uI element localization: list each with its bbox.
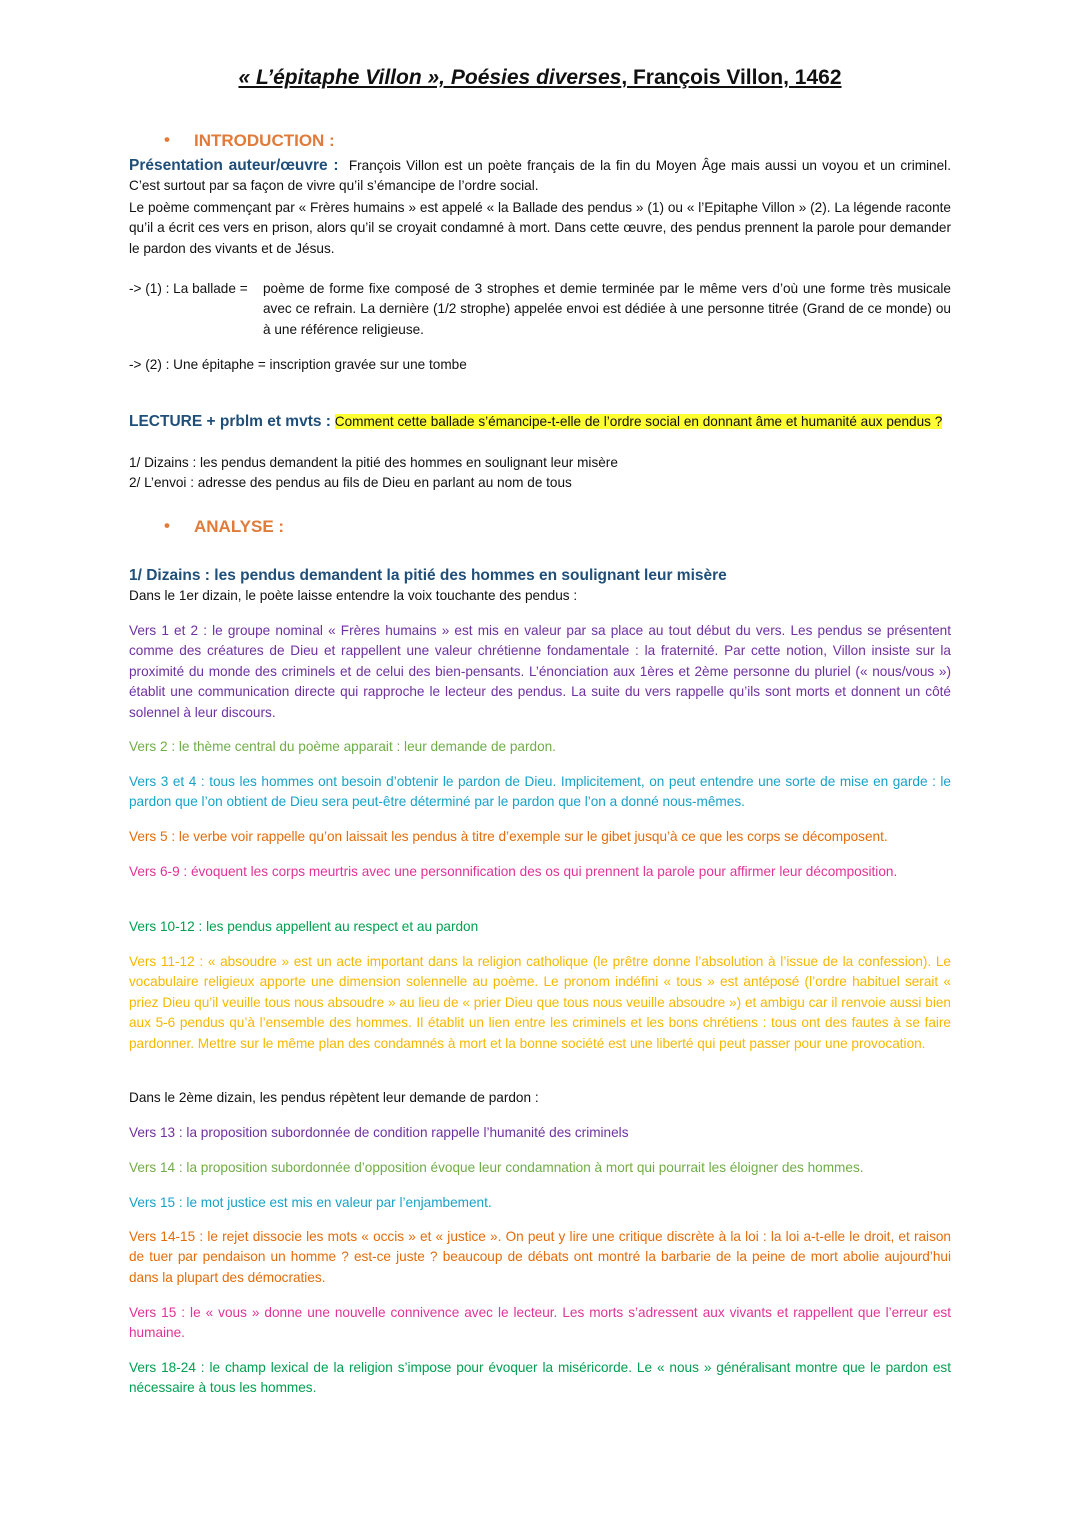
mouvement-2: 2/ L’envoi : adresse des pendus au fils de Dieu en parlant au nom de tous bbox=[129, 475, 572, 490]
intro-paragraph: Le poème commençant par « Frères humains » est appelé « la Ballade des pendus » (1) ou « l’Epitaphe Villon » (2). La légende raconte qu’il a écrit ces vers en prison, alors qu’il se croyait condamné à mort. Dans cette œuvre, des pendus prennent la parole pour demander le pardon des vivants et de Jésus. bbox=[129, 200, 951, 256]
presentation-paragraph bbox=[129, 156, 951, 197]
bullet-icon: • bbox=[164, 130, 170, 149]
note-ballade bbox=[129, 279, 951, 341]
lecture-paragraph bbox=[129, 411, 951, 432]
analysis-vers-6-9: Vers 6-9 : évoquent les corps meurtris avec une personnification des os qui prennent la parole pour affirmer leur décomposition. bbox=[129, 864, 898, 879]
analysis-vers-13: Vers 13 : la proposition subordonnée de condition rappelle l’humanité des criminels bbox=[129, 1125, 629, 1140]
analysis-vers-15-vous: Vers 15 : le « vous » donne une nouvelle connivence avec le lecteur. Les morts s’adressent aux vivants et rappellent que l’erreur est humaine. bbox=[129, 1305, 951, 1341]
part1-title: 1/ Dizains : les pendus demandent la pitié des hommes en soulignant leur misère bbox=[129, 567, 727, 584]
note-ballade-text: poème de forme fixe composé de 3 strophes et demie terminée par le même vers d’où une forme très musicale avec ce refrain. La dernière (1/2 strophe) appelée envoi est dédiée à une personne titrée (Grand de ce monde) ou à une référence religieuse. bbox=[263, 281, 951, 337]
analysis-vers-2: Vers 2 : le thème central du poème apparait : leur demande de pardon. bbox=[129, 739, 556, 754]
analysis-vers-15: Vers 15 : le mot justice est mis en valeur par l’enjambement. bbox=[129, 1195, 492, 1210]
title-italic: « L’épitaphe Villon », Poésies diverses bbox=[238, 66, 622, 89]
analysis-vers-3-4: Vers 3 et 4 : tous les hommes ont besoin d’obtenir le pardon de Dieu. Implicitement, on peut entendre une sorte de mise en garde : le pardon que l’on obtient de Dieu sera peut-être déterminé par le pardon que l’on a donné nous-mêmes. bbox=[129, 774, 951, 810]
note-ballade-label: -> (1) : La ballade = bbox=[129, 281, 248, 296]
analysis-vers-1-2: Vers 1 et 2 : le groupe nominal « Frères humains » est mis en valeur par sa place au tout début du vers. Les pendus se présentent comme des créatures de Dieu et rappellent une valeur chrétienne fondamentale : la fraternité. Par cette notion, Villon insiste sur la proximité du monde des criminels et de celui des bien-pensants. L’énonciation aux 1ères et 2ème personne du pluriel (« nous/vous ») établit une communication directe qui rapproche le lecteur des pendus. La suite du vers rappelle qu’ils sont morts et donnent un côté solennel à leur discours. bbox=[129, 623, 951, 720]
analysis-vers-18-24: Vers 18-24 : le champ lexical de la religion s’impose pour évoquer la miséricorde. Le « nous » généralisant montre que le pardon est nécessaire à tous les hommes. bbox=[129, 1360, 951, 1396]
bullet-icon: • bbox=[164, 516, 170, 535]
analysis-vers-5: Vers 5 : le verbe voir rappelle qu’on laissait les pendus à titre d’exemple sur le gibet jusqu’à ce que les corps se décomposent. bbox=[129, 829, 888, 844]
note-epitaphe: -> (2) : Une épitaphe = inscription gravée sur une tombe bbox=[129, 357, 467, 372]
title-rest: , François Villon, 1462 bbox=[621, 66, 842, 89]
presentation-label: Présentation auteur/œuvre : bbox=[129, 157, 339, 174]
part1-intro: Dans le 1er dizain, le poète laisse entendre la voix touchante des pendus : bbox=[129, 588, 578, 603]
analysis-vers-10-12: Vers 10-12 : les pendus appellent au respect et au pardon bbox=[129, 919, 479, 934]
lecture-label: LECTURE + prblm et mvts : bbox=[129, 413, 331, 430]
problematique-highlight: Comment cette ballade s’émancipe-t-elle de l’ordre social en donnant âme et humanité aux pendus ? bbox=[334, 414, 943, 429]
page-title bbox=[0, 66, 1080, 90]
document-page: « L’épitaphe Villon », Poésies diverses, François Villon, 1462 • INTRODUCTION : Présentation auteur/œuvre : François Villon est un poète français de la fin du Moyen Âge mais aussi un voyou et un criminel. C’est surtout par sa façon de vivre qu’il s’émancipe de l’ordre social. Le poème commençant par « Frères humains » est appelé « la Ballade des pendus » (1) ou « l’Epitaphe Villon » (2). La légende raconte qu’il a écrit ces vers en prison, alors qu’il se croyait condamné à mort. Dans cette œuvre, des pendus prennent la parole pour demander le pardon des vivants et de Jésus. -> (1) : La ballade = poème de forme fixe composé de 3 strophes et demie terminée par le même vers d’où une forme très musicale avec ce refrain. La dernière (1/2 strophe) appelée envoi est dédiée à une personne titrée (Grand de ce monde) ou à une référence religieuse. -> (2) : Une épitaphe = inscription gravée sur une tombe LECTURE + prblm et mvts : Comment cette ballade s’émancipe-t-elle de l’ordre social en donnant âme et humanité aux pendus ? 1/ Dizains : les pendus demandent la pitié des hommes en soulignant leur misère 2/ L’envoi : adresse des pendus au fils de Dieu en parlant au nom de tous • ANALYSE : 1/ Dizains : les pendus demandent la pitié des hommes en soulignant leur misère Dans le 1er dizain, le poète laisse entendre la voix touchante des pendus : Vers 1 et 2 : le groupe nominal « Frères humains » est mis en valeur par sa place au tout début du vers. Les pendus se présentent comme des créatures de Dieu et rappellent une valeur chrétienne fondamentale : la fraternité. Par cette notion, Villon insiste sur la proximité du monde des criminels et de celui des bien-pensants. L’énonciation aux 1ères et 2ème personne du pluriel (« nous/vous ») établit une communication directe qui rapproche le lecteur des pendus. La suite du vers rappelle qu’ils sont morts et donnent un côté solennel à leur discours. Vers 2 : le thème central du poème apparait : leur demande de pardon. Vers 3 et 4 : tous les hommes ont besoin d’obtenir le pardon de Dieu. Implicitement, on peut entendre une sorte de mise en garde : le pardon que l’on obtient de Dieu sera peut-être déterminé par le pardon que l’on a donné nous-mêmes. Vers 5 : le verbe voir rappelle qu’on laissait les pendus à titre d’exemple sur le gibet jusqu’à ce que les corps se décomposent. Vers 6-9 : évoquent les corps meurtris avec une personnification des os qui prennent la parole pour affirmer leur décomposition. Vers 10-12 : les pendus appellent au respect et au pardon Vers 11-12 : « absoudre » est un acte important dans la religion catholique (le prêtre donne l’absolution à l’issue de la confession). Le vocabulaire religieux apporte une dimension solennelle au poème. Le pronom indéfini « tous » est antéposé (l’ordre habituel serait « priez Dieu qu’il veuille tous nous absoudre » au lieu de « prier Dieu que tous nous veuille absoudre ») et ambigu car il renvoie aussi bien aux 5-6 pendus qu’à l’ensemble des hommes. Il établit un lien entre les criminels et les bons chrétiens : tous ont des fautes à se faire pardonner. Mettre sur le même plan des condamnés à mort et la bonne société est une liberté qui peut passer pour une provocation. Dans le 2ème dizain, les pendus répètent leur demande de pardon : Vers 13 : la proposition subordonnée de condition rappelle l’humanité des criminels Vers 14 : la proposition subordonnée d’opposition évoque leur condamnation à mort qui pourrait les éloigner des hommes. Vers 15 : le mot justice est mis en valeur par l’enjambement. Vers 14-15 : le rejet dissocie les mots « occis » et « justice ». On peut y lire une critique discrète à la loi : la loi a-t-elle le droit, et raison de tuer par pendaison un homme ? est-ce juste ? beaucoup de débats ont montré la barbarie de la peine de mort abolie aujourd’hui dans la plupart des démocraties. Vers 15 : le « vous » donne une nouvelle connivence avec le lecteur. Les morts s’adressent aux vivants et rappellent que l’erreur est humaine. Vers 18-24 : le champ lexical de la religion s’impose pour évoquer la miséricorde. Le « nous » généralisant montre que le pardon est nécessaire à tous les hommes. bbox=[0, 0, 1080, 1528]
dizain2-intro: Dans le 2ème dizain, les pendus répètent leur demande de pardon : bbox=[129, 1090, 539, 1105]
presentation-text: François Villon est un poète français de la fin du Moyen Âge mais aussi un voyou et un criminel. C’est surtout par sa façon de vivre qu’il s’émancipe de l’ordre social. bbox=[129, 158, 951, 194]
analysis-vers-14-15: Vers 14-15 : le rejet dissocie les mots « occis » et « justice ». On peut y lire une critique discrète à la loi : la loi a-t-elle le droit, et raison de tuer par pendaison un homme ? est-ce juste ? beaucoup de débats ont montré la barbarie de la peine de mort abolie aujourd’hui dans la plupart des démocraties. bbox=[129, 1229, 951, 1285]
analysis-vers-11-12: Vers 11-12 : « absoudre » est un acte important dans la religion catholique (le prêtre donne l’absolution à l’issue de la confession). Le vocabulaire religieux apporte une dimension solennelle au poème. Le pronom indéfini « tous » est antéposé (l’ordre habituel serait « priez Dieu qu’il veuille tous nous absoudre » au lieu de « prier Dieu que tous nous veuille absoudre ») et ambigu car il renvoie aussi bien aux 5-6 pendus qu’à l’ensemble des hommes. Il établit un lien entre les criminels et les bons chrétiens : tous ont des fautes à se faire pardonner. Mettre sur le même plan des condamnés à mort et la bonne société est une liberté qui peut passer pour une provocation. bbox=[129, 954, 951, 1051]
analysis-vers-14: Vers 14 : la proposition subordonnée d’opposition évoque leur condamnation à mort qui pourrait les éloigner des hommes. bbox=[129, 1160, 864, 1175]
mouvement-1: 1/ Dizains : les pendus demandent la pitié des hommes en soulignant leur misère bbox=[129, 455, 618, 470]
